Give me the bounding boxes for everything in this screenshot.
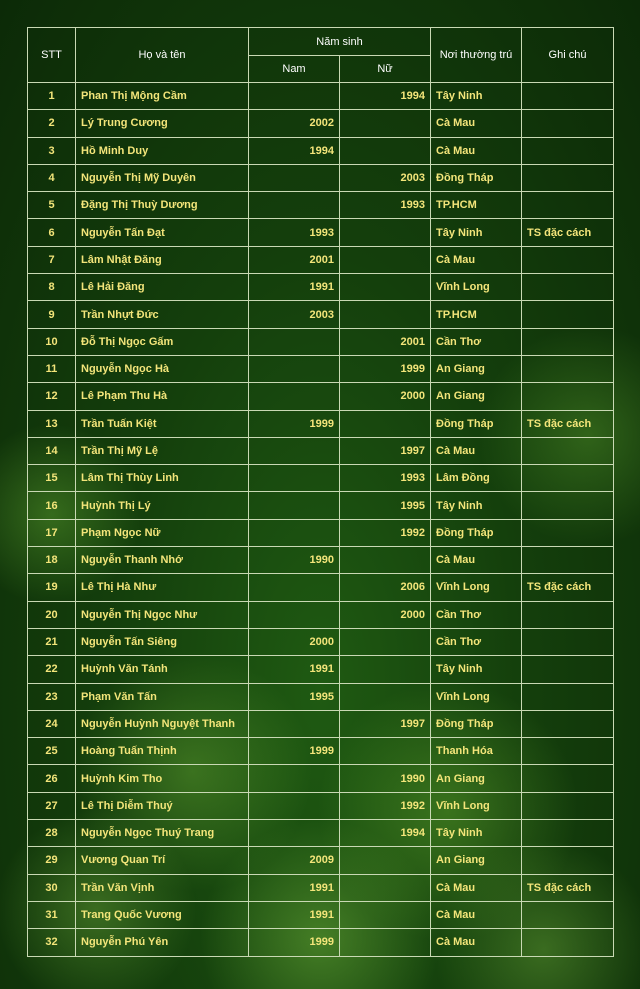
- row-stt: 20: [28, 601, 76, 628]
- row-female-year: 1993: [340, 192, 431, 219]
- row-residence: Lâm Đồng: [431, 465, 522, 492]
- row-stt: 3: [28, 137, 76, 164]
- row-residence: Cà Mau: [431, 137, 522, 164]
- row-name: Trần Nhựt Đức: [76, 301, 249, 328]
- row-residence: Cần Thơ: [431, 628, 522, 655]
- header-birth-year: Năm sinh: [249, 28, 431, 56]
- table-row: [28, 164, 614, 191]
- table-row: [28, 301, 614, 328]
- row-note: [522, 437, 614, 464]
- row-name: Nguyễn Tấn Đạt: [76, 219, 249, 246]
- row-note: [522, 137, 614, 164]
- row-male-year: 1991: [249, 901, 340, 928]
- row-stt: 12: [28, 383, 76, 410]
- row-male-year: 2001: [249, 246, 340, 273]
- table-row: [28, 355, 614, 382]
- row-note: [522, 492, 614, 519]
- row-residence: Đồng Tháp: [431, 410, 522, 437]
- row-note: [522, 465, 614, 492]
- row-female-year: 1997: [340, 710, 431, 737]
- table-row: [28, 874, 614, 901]
- row-residence: Cần Thơ: [431, 601, 522, 628]
- row-stt: 28: [28, 820, 76, 847]
- table-row: [28, 83, 614, 110]
- row-stt: 32: [28, 929, 76, 956]
- row-male-year: 1991: [249, 274, 340, 301]
- header-stt: STT: [28, 28, 76, 83]
- row-name: Lê Hải Đăng: [76, 274, 249, 301]
- row-residence: Thanh Hóa: [431, 738, 522, 765]
- row-name: Đặng Thị Thuỳ Dương: [76, 192, 249, 219]
- row-male-year: 1999: [249, 410, 340, 437]
- row-male-year: 2009: [249, 847, 340, 874]
- row-female-year: [340, 656, 431, 683]
- row-male-year: [249, 164, 340, 191]
- table-row: [28, 519, 614, 546]
- row-stt: 11: [28, 355, 76, 382]
- row-male-year: 1991: [249, 656, 340, 683]
- row-female-year: [340, 137, 431, 164]
- row-stt: 22: [28, 656, 76, 683]
- row-female-year: 2003: [340, 164, 431, 191]
- row-note: [522, 164, 614, 191]
- row-male-year: [249, 492, 340, 519]
- row-stt: 30: [28, 874, 76, 901]
- row-residence: An Giang: [431, 355, 522, 382]
- row-female-year: 1994: [340, 820, 431, 847]
- row-residence: An Giang: [431, 847, 522, 874]
- row-residence: Tây Ninh: [431, 83, 522, 110]
- row-name: Lâm Nhật Đăng: [76, 246, 249, 273]
- row-residence: Cà Mau: [431, 901, 522, 928]
- table-row: [28, 465, 614, 492]
- row-name: Hồ Minh Duy: [76, 137, 249, 164]
- row-note: [522, 383, 614, 410]
- row-name: Lê Thị Hà Như: [76, 574, 249, 601]
- table-row: [28, 765, 614, 792]
- row-residence: Tây Ninh: [431, 656, 522, 683]
- row-name: Trần Văn Vịnh: [76, 874, 249, 901]
- row-note: TS đặc cách: [522, 410, 614, 437]
- row-male-year: 2003: [249, 301, 340, 328]
- table-row: [28, 710, 614, 737]
- table-row: [28, 683, 614, 710]
- row-note: [522, 820, 614, 847]
- row-note: [522, 847, 614, 874]
- row-female-year: [340, 547, 431, 574]
- row-name: Nguyễn Thị Mỹ Duyên: [76, 164, 249, 191]
- row-male-year: 1993: [249, 219, 340, 246]
- row-female-year: [340, 246, 431, 273]
- row-note: [522, 656, 614, 683]
- row-female-year: 2000: [340, 383, 431, 410]
- row-residence: TP.HCM: [431, 301, 522, 328]
- row-name: Lê Phạm Thu Hà: [76, 383, 249, 410]
- row-residence: Cần Thơ: [431, 328, 522, 355]
- row-male-year: [249, 383, 340, 410]
- table-row: [28, 328, 614, 355]
- table-row: [28, 492, 614, 519]
- table-row: [28, 820, 614, 847]
- row-note: TS đặc cách: [522, 874, 614, 901]
- row-name: Nguyễn Thanh Nhớ: [76, 547, 249, 574]
- table-row: [28, 274, 614, 301]
- row-stt: 13: [28, 410, 76, 437]
- row-stt: 5: [28, 192, 76, 219]
- row-stt: 24: [28, 710, 76, 737]
- row-female-year: 1993: [340, 465, 431, 492]
- row-name: Lâm Thị Thùy Linh: [76, 465, 249, 492]
- row-female-year: 2006: [340, 574, 431, 601]
- row-note: [522, 738, 614, 765]
- row-female-year: [340, 847, 431, 874]
- row-note: [522, 792, 614, 819]
- row-stt: 25: [28, 738, 76, 765]
- row-residence: An Giang: [431, 383, 522, 410]
- row-stt: 2: [28, 110, 76, 137]
- row-female-year: 1994: [340, 83, 431, 110]
- row-male-year: 1999: [249, 738, 340, 765]
- row-female-year: 1999: [340, 355, 431, 382]
- row-residence: Vĩnh Long: [431, 792, 522, 819]
- table-row: [28, 656, 614, 683]
- row-female-year: [340, 628, 431, 655]
- header-note: Ghi chú: [522, 28, 614, 83]
- row-residence: Tây Ninh: [431, 219, 522, 246]
- row-note: [522, 683, 614, 710]
- table-row: [28, 792, 614, 819]
- row-female-year: 1990: [340, 765, 431, 792]
- row-stt: 6: [28, 219, 76, 246]
- row-stt: 27: [28, 792, 76, 819]
- row-residence: Cà Mau: [431, 547, 522, 574]
- row-female-year: [340, 301, 431, 328]
- row-residence: Cà Mau: [431, 246, 522, 273]
- table-row: [28, 219, 614, 246]
- row-female-year: [340, 683, 431, 710]
- table-row: [28, 738, 614, 765]
- header-residence: Nơi thường trú: [431, 28, 522, 83]
- row-name: Đỗ Thị Ngọc Gấm: [76, 328, 249, 355]
- row-male-year: 1999: [249, 929, 340, 956]
- row-name: Trang Quốc Vương: [76, 901, 249, 928]
- row-name: Vương Quan Trí: [76, 847, 249, 874]
- table-row: [28, 547, 614, 574]
- row-name: Nguyễn Thị Ngọc Như: [76, 601, 249, 628]
- row-name: Lê Thị Diễm Thuý: [76, 792, 249, 819]
- table-row: [28, 601, 614, 628]
- row-residence: TP.HCM: [431, 192, 522, 219]
- row-stt: 8: [28, 274, 76, 301]
- row-note: [522, 929, 614, 956]
- row-female-year: 1992: [340, 792, 431, 819]
- row-stt: 18: [28, 547, 76, 574]
- row-note: [522, 192, 614, 219]
- row-male-year: [249, 601, 340, 628]
- table-row: [28, 437, 614, 464]
- row-male-year: [249, 765, 340, 792]
- row-female-year: [340, 901, 431, 928]
- row-male-year: [249, 574, 340, 601]
- header-male: Nam: [249, 56, 340, 83]
- row-residence: Đồng Tháp: [431, 710, 522, 737]
- row-name: Phạm Ngọc Nữ: [76, 519, 249, 546]
- row-residence: Vĩnh Long: [431, 574, 522, 601]
- row-male-year: [249, 465, 340, 492]
- row-name: Phan Thị Mộng Cầm: [76, 83, 249, 110]
- row-stt: 7: [28, 246, 76, 273]
- participant-table: [27, 27, 614, 957]
- row-male-year: [249, 192, 340, 219]
- row-stt: 9: [28, 301, 76, 328]
- row-male-year: [249, 437, 340, 464]
- row-residence: Đồng Tháp: [431, 164, 522, 191]
- row-note: [522, 110, 614, 137]
- row-female-year: [340, 110, 431, 137]
- row-male-year: [249, 83, 340, 110]
- row-female-year: 1997: [340, 437, 431, 464]
- row-male-year: 2002: [249, 110, 340, 137]
- row-stt: 14: [28, 437, 76, 464]
- row-note: [522, 274, 614, 301]
- row-stt: 21: [28, 628, 76, 655]
- row-name: Nguyễn Phú Yên: [76, 929, 249, 956]
- row-male-year: [249, 355, 340, 382]
- row-note: [522, 301, 614, 328]
- row-stt: 23: [28, 683, 76, 710]
- row-female-year: 2000: [340, 601, 431, 628]
- table-row: [28, 628, 614, 655]
- table-row: [28, 929, 614, 956]
- table-row: [28, 383, 614, 410]
- row-male-year: 1990: [249, 547, 340, 574]
- row-male-year: [249, 519, 340, 546]
- row-female-year: [340, 738, 431, 765]
- row-stt: 4: [28, 164, 76, 191]
- row-male-year: 2000: [249, 628, 340, 655]
- row-residence: Vĩnh Long: [431, 683, 522, 710]
- row-stt: 16: [28, 492, 76, 519]
- row-stt: 29: [28, 847, 76, 874]
- row-residence: Cà Mau: [431, 874, 522, 901]
- row-note: [522, 246, 614, 273]
- row-stt: 17: [28, 519, 76, 546]
- row-male-year: 1991: [249, 874, 340, 901]
- row-note: TS đặc cách: [522, 574, 614, 601]
- row-name: Huỳnh Kim Tho: [76, 765, 249, 792]
- row-note: [522, 628, 614, 655]
- row-note: [522, 601, 614, 628]
- table-row: [28, 847, 614, 874]
- row-female-year: [340, 874, 431, 901]
- row-name: Phạm Văn Tấn: [76, 683, 249, 710]
- row-name: Hoàng Tuấn Thịnh: [76, 738, 249, 765]
- header-name: Họ và tên: [76, 28, 249, 83]
- row-note: [522, 901, 614, 928]
- row-male-year: [249, 820, 340, 847]
- row-female-year: 1992: [340, 519, 431, 546]
- table-body: [28, 83, 614, 957]
- row-note: [522, 519, 614, 546]
- row-female-year: 1995: [340, 492, 431, 519]
- row-residence: Cà Mau: [431, 929, 522, 956]
- row-residence: Cà Mau: [431, 110, 522, 137]
- row-female-year: 2001: [340, 328, 431, 355]
- row-note: [522, 547, 614, 574]
- row-female-year: [340, 410, 431, 437]
- table-row: [28, 901, 614, 928]
- row-note: [522, 765, 614, 792]
- row-male-year: 1995: [249, 683, 340, 710]
- table-header: [28, 28, 614, 83]
- row-residence: Vĩnh Long: [431, 274, 522, 301]
- row-stt: 19: [28, 574, 76, 601]
- row-residence: Cà Mau: [431, 437, 522, 464]
- row-name: Trần Thị Mỹ Lệ: [76, 437, 249, 464]
- table-row: [28, 110, 614, 137]
- row-stt: 26: [28, 765, 76, 792]
- row-female-year: [340, 219, 431, 246]
- row-name: Nguyễn Ngọc Hà: [76, 355, 249, 382]
- table-row: [28, 574, 614, 601]
- row-name: Huỳnh Thị Lý: [76, 492, 249, 519]
- row-note: [522, 83, 614, 110]
- row-residence: Tây Ninh: [431, 820, 522, 847]
- row-male-year: [249, 328, 340, 355]
- row-stt: 10: [28, 328, 76, 355]
- header-female: Nữ: [340, 56, 431, 83]
- row-name: Nguyễn Ngọc Thuý Trang: [76, 820, 249, 847]
- row-stt: 31: [28, 901, 76, 928]
- row-name: Huỳnh Văn Tánh: [76, 656, 249, 683]
- row-note: [522, 355, 614, 382]
- table-row: [28, 246, 614, 273]
- row-residence: Tây Ninh: [431, 492, 522, 519]
- row-name: Nguyễn Huỳnh Nguyệt Thanh: [76, 710, 249, 737]
- table-row: [28, 137, 614, 164]
- row-residence: An Giang: [431, 765, 522, 792]
- row-female-year: [340, 274, 431, 301]
- row-note: [522, 328, 614, 355]
- row-stt: 15: [28, 465, 76, 492]
- row-male-year: 1994: [249, 137, 340, 164]
- row-male-year: [249, 710, 340, 737]
- row-residence: Đồng Tháp: [431, 519, 522, 546]
- row-note: [522, 710, 614, 737]
- row-female-year: [340, 929, 431, 956]
- row-name: Nguyễn Tấn Siêng: [76, 628, 249, 655]
- row-name: Trần Tuấn Kiệt: [76, 410, 249, 437]
- row-note: TS đặc cách: [522, 219, 614, 246]
- table-row: [28, 192, 614, 219]
- table-row: [28, 410, 614, 437]
- row-name: Lý Trung Cương: [76, 110, 249, 137]
- row-male-year: [249, 792, 340, 819]
- row-stt: 1: [28, 83, 76, 110]
